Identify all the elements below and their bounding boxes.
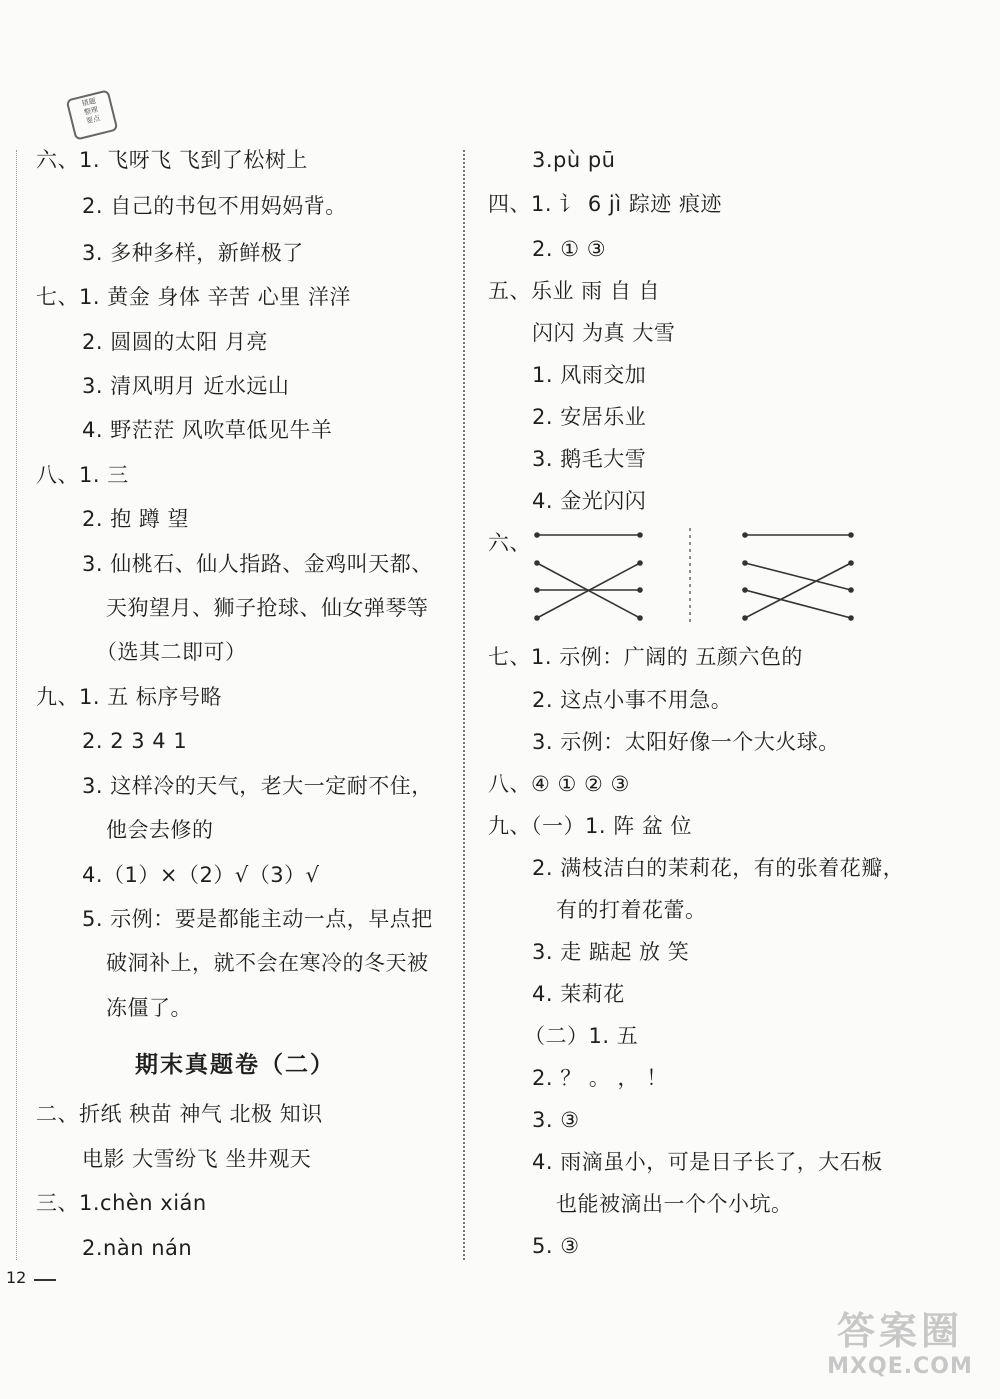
- answer-line: 4. 雨滴虽小，可是日子长了，大石板: [532, 1150, 883, 1174]
- answer-line: 3. 示例：太阳好像一个大火球。: [532, 730, 840, 754]
- match-dot: [534, 532, 540, 538]
- match-dot: [848, 587, 854, 593]
- answer-line: 六、: [488, 531, 531, 555]
- page-number: 12: [6, 1268, 27, 1287]
- answer-line: 六、1. 飞呀飞 飞到了松树上: [36, 148, 308, 172]
- answer-line: （二）1. 五: [524, 1024, 639, 1048]
- match-dot: [637, 587, 643, 593]
- answer-line: 2. 这点小事不用急。: [532, 688, 733, 712]
- answer-line: 2. ① ③: [532, 237, 607, 261]
- answer-line: 2. 自己的书包不用妈妈背。: [82, 194, 347, 218]
- column-divider: [463, 150, 465, 1260]
- matching-lines-diagram: [525, 523, 865, 633]
- match-dot: [534, 560, 540, 566]
- answer-line: 4. 金光闪闪: [532, 489, 647, 513]
- match-line: [745, 590, 851, 618]
- match-group-right: [742, 532, 854, 621]
- answer-line: 3. 多种多样，新鲜极了: [82, 241, 304, 265]
- match-dot: [637, 532, 643, 538]
- page-number-dash: [34, 1279, 56, 1281]
- match-dot: [534, 615, 540, 621]
- answer-line: 2. 2 3 4 1: [82, 729, 188, 753]
- answer-line: 3. 走 踮起 放 笑: [532, 940, 690, 964]
- answer-line: 3.pù pū: [532, 148, 616, 172]
- match-dot: [742, 560, 748, 566]
- answer-line: 2. 圆圆的太阳 月亮: [82, 330, 268, 354]
- answer-line: 他会去修的: [106, 818, 214, 842]
- match-dot: [848, 615, 854, 621]
- answer-line: 4. 野茫茫 风吹草低见牛羊: [82, 418, 333, 442]
- match-line: [745, 563, 851, 590]
- answer-line: 3. ③: [532, 1108, 580, 1132]
- answer-line: 1. 风雨交加: [532, 363, 647, 387]
- answer-line: 3. 鹅毛大雪: [532, 447, 647, 471]
- answer-line: 5. ③: [532, 1234, 580, 1258]
- answer-line: 四、1. 讠 6 jì 踪迹 痕迹: [488, 192, 722, 216]
- answer-line: （选其二即可）: [96, 640, 247, 664]
- answer-line: 3. 仙桃石、仙人指路、金鸡叫天都、: [82, 552, 433, 576]
- answer-line: 二、折纸 秧苗 神气 北极 知识: [36, 1102, 323, 1126]
- section-title: 期末真题卷（二）: [135, 1052, 335, 1078]
- answer-line: 有的打着花蕾。: [556, 898, 707, 922]
- watermark-logo: [812, 1308, 988, 1388]
- left-margin-rule: [16, 150, 17, 1260]
- answer-line: 五、乐业 雨 自 自: [488, 279, 661, 303]
- answer-line: 5. 示例：要是都能主动一点，早点把: [82, 907, 433, 931]
- answer-line: 电影 大雪纷飞 坐井观天: [82, 1147, 312, 1171]
- answer-line: 也能被滴出一个个小坑。: [556, 1192, 793, 1216]
- answer-line: 七、1. 黄金 身体 辛苦 心里 洋洋: [36, 285, 351, 309]
- answer-line: 4. 茉莉花: [532, 982, 625, 1006]
- answer-line: 九、（一）1. 阵 盆 位: [488, 814, 693, 838]
- match-line: [745, 563, 851, 618]
- answer-line: 2. ？ 。 ， ！: [532, 1066, 668, 1090]
- match-dot: [637, 560, 643, 566]
- match-dot: [742, 615, 748, 621]
- match-dot: [742, 587, 748, 593]
- match-dot: [848, 532, 854, 538]
- answer-line: 八、④ ① ② ③: [488, 772, 630, 796]
- answer-line: 2.nàn nán: [82, 1236, 193, 1260]
- answer-line: 九、1. 五 标序号略: [36, 685, 222, 709]
- match-dot: [637, 615, 643, 621]
- watermark-bottom: MXQE.COM: [827, 1354, 973, 1379]
- match-dot: [534, 587, 540, 593]
- answer-line: 天狗望月、狮子抢球、仙女弹琴等: [106, 596, 429, 620]
- match-dot: [742, 532, 748, 538]
- stamp-icon: 错题 整理 要点: [66, 89, 119, 140]
- watermark-top: 答案圈: [836, 1309, 963, 1353]
- match-dot: [848, 560, 854, 566]
- match-group-left: [534, 532, 643, 621]
- answer-line: 3. 这样冷的天气，老大一定耐不住，: [82, 774, 433, 798]
- answer-line: 三、1.chèn xián: [36, 1191, 207, 1215]
- answer-line: 2. 安居乐业: [532, 405, 647, 429]
- answer-line: 4.（1）×（2）√（3）√: [82, 863, 320, 887]
- answer-line: 七、1. 示例：广阔的 五颜六色的: [488, 645, 803, 669]
- answer-line: 破洞补上，就不会在寒冷的冬天被: [106, 951, 429, 975]
- answer-line: 八、1. 三: [36, 463, 129, 487]
- answer-line: 闪闪 为真 大雪: [532, 321, 676, 345]
- answer-line: 2. 抱 蹲 望: [82, 507, 190, 531]
- answer-line: 3. 清风明月 近水远山: [82, 374, 290, 398]
- answer-line: 2. 满枝洁白的茉莉花，有的张着花瓣，: [532, 856, 905, 880]
- answer-line: 冻僵了。: [106, 996, 192, 1020]
